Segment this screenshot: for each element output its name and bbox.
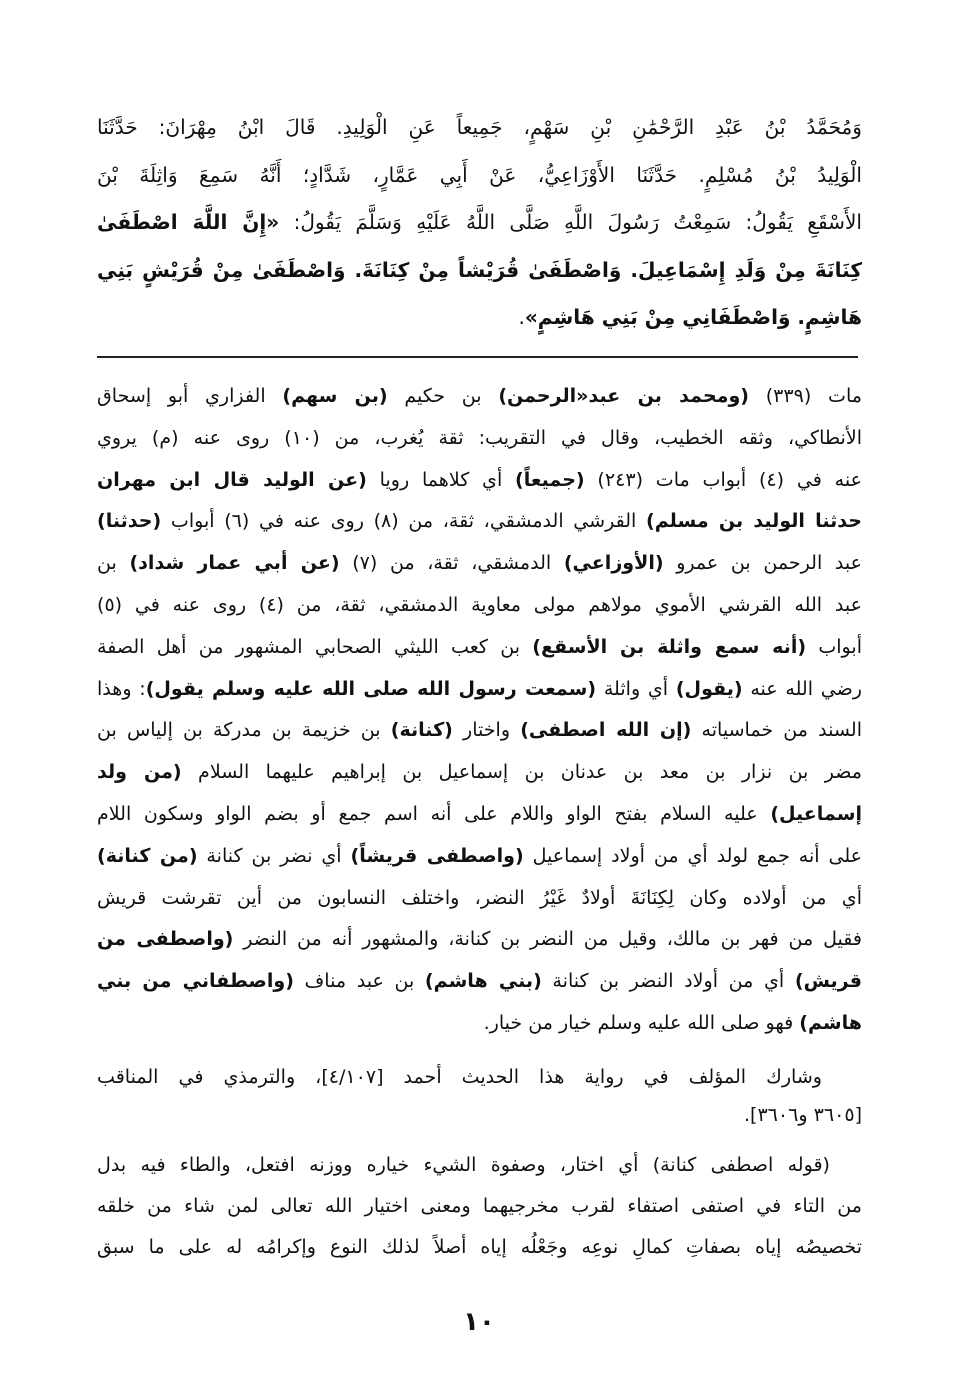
commentary-text xyxy=(97,376,862,1045)
separator-rule xyxy=(97,356,858,358)
text-run: على أنه جمع لولد أي من أولاد إسماعيل xyxy=(523,844,862,867)
commentary-text-line xyxy=(97,752,862,794)
text-run: عبد الرحمن بن عمرو xyxy=(663,552,863,575)
text-run: أي من أولاد النضر بن كنانة xyxy=(541,970,795,993)
commentary-text-line xyxy=(97,669,862,711)
text-run: مضر بن نزار بن معد بن عدنان بن إسماعيل بن إبراهيم عليهما السلام xyxy=(181,761,862,784)
bold-text-run: «إِنَّ اللَّهَ اصْطَفَىٰ xyxy=(97,210,280,234)
text-run: رضي الله عنه xyxy=(742,677,862,700)
reference-note-line xyxy=(97,1058,862,1096)
text-run: السند من خماسياته xyxy=(691,719,862,742)
text-run: عبد الله القرشي الأموي مولاهم مولى معاوية الدمشقي، ثقة، من (٤) روى عنه في (٥) xyxy=(97,593,862,616)
bold-text-run: (ومحمد بن عبد«الرحمن) xyxy=(498,385,750,407)
bold-text-run: (جميعاً) xyxy=(515,468,585,491)
text-run: أبواب xyxy=(806,635,862,658)
hadith-text-line xyxy=(97,247,862,295)
bold-text-run: (إن الله اصطفى) xyxy=(520,719,692,742)
bold-text-run: إسماعيل) xyxy=(770,802,862,825)
text-run: الفزاري أبو إسحاق xyxy=(97,385,283,407)
text-run: الأَسْقَعِ يَقُولُ: سَمِعْتُ رَسُولَ اللَّهِ صَلَّى اللَّهُ عَلَيْهِ وَسَلَّمَ يَقُولُ: xyxy=(279,210,862,234)
text-run: (قوله اصطفى كنانة) أي اختار، وصفوة الشيء خياره ووزنه افتعل، والطاء فيه بدل xyxy=(97,1154,830,1176)
text-run: . xyxy=(518,305,525,329)
hadith-text-line xyxy=(97,152,862,200)
text-run: من التاء في اصتفى اصتفاء لقرب مخرجيهما ومعنى اختيار الله تعالى لمن شاء من خلقه xyxy=(97,1195,862,1217)
bold-text-run: هاشم) xyxy=(799,1011,862,1034)
commentary-text-line xyxy=(97,627,862,669)
text-run: مات (٣٣٩) xyxy=(749,385,862,407)
explanation-text-line xyxy=(97,1186,862,1227)
hadith-text xyxy=(97,104,862,342)
explanation-text-line xyxy=(97,1145,862,1186)
bold-text-run: (واصطفى قريشاً) xyxy=(350,844,524,867)
text-run: القرشي الدمشقي، ثقة، من (٨) روى عنه في (٦) أبواب xyxy=(161,510,647,533)
commentary-text-line xyxy=(97,919,862,961)
bold-text-run: حدثنا الوليد بن مسلم) xyxy=(646,510,862,533)
bold-text-run: (واصطفى من xyxy=(97,928,234,951)
text-run: وَمُحَمَّدُ بْنُ عَبْدِ الرَّحْمَٰنِ بْنِ سَهْمٍ، جَمِيعاً عَنِ الْوَلِيدِ. قَالَ ابْنُ مِهْرَانَ: حَدَّثَنَا xyxy=(97,115,862,139)
bold-text-run: (أنه سمع واثلة بن الأسقع) xyxy=(532,635,807,658)
text-run: فقيل من فهر بن مالك، وقيل من النضر بن كنانة، والمشهور أنه من النضر xyxy=(233,928,862,951)
commentary-text-line xyxy=(97,460,862,502)
commentary-text-line xyxy=(97,878,862,920)
bold-text-run: (سمعت رسول الله صلى الله عليه وسلم يقول) xyxy=(145,677,597,700)
text-run: أي كلاهما رويا xyxy=(366,468,516,491)
commentary-text-line xyxy=(97,418,862,460)
commentary-text-line xyxy=(97,710,862,752)
commentary-text-line xyxy=(97,794,862,836)
text-run: أي من أولاده وكان لِكِنَانَةَ أولادٌ غَيْرُ النضر، واختلف النسابون من أين تقرشت قريش xyxy=(97,886,862,909)
bold-text-run: (يقول) xyxy=(675,677,743,700)
bold-text-run: كِنَانَةَ مِنْ وَلَدِ إِسْمَاعِيلَ. وَاصْطَفَىٰ قُرَيْشاً مِنْ كِنَانَةَ. وَاصْطَفَىٰ مِنْ قُرَيْشٍ بَنِي xyxy=(97,257,862,282)
commentary-text-line xyxy=(97,1003,862,1045)
text-run: الْوَلِيدُ بْنُ مُسْلِمٍ. حَدَّثَنَا الأَوْزَاعِيُّ، عَنْ أَبِي عَمَّارٍ، شَدَّادٍ؛ أَنَّهُ سَمِعَ وَاثِلَةَ بْنَ xyxy=(97,162,862,187)
text-run: أي واثلة xyxy=(596,677,676,700)
hadith-text-line xyxy=(97,199,862,247)
bold-text-run: (بن سهم) xyxy=(282,385,388,407)
commentary-text-line xyxy=(97,836,862,878)
text-run: بن xyxy=(97,552,130,575)
text-run: فهو صلى الله عليه وسلم خيار من خيار. xyxy=(483,1011,800,1034)
explanation-text-line xyxy=(97,1227,862,1268)
commentary-text-line xyxy=(97,376,862,418)
text-run: الأنطاكي، وثقه الخطيب، وقال في التقريب: ثقة يُغرب، من (١٠) روى عنه (م) يروي xyxy=(97,426,862,449)
bold-text-run: (من ولد xyxy=(97,761,182,784)
bold-text-run: (بني هاشم) xyxy=(424,970,542,993)
bold-text-run: (عن أبي عمار شداد) xyxy=(129,552,340,575)
text-run: وشارك المؤلف في رواية هذا الحديث أحمد [٤/١٠٧]، والترمذي في المناقب xyxy=(97,1066,822,1088)
commentary-text-line xyxy=(97,501,862,543)
reference-note xyxy=(97,1058,862,1134)
reference-note-line xyxy=(97,1096,862,1134)
commentary-text-line xyxy=(97,585,862,627)
commentary-text-line xyxy=(97,961,862,1003)
text-run: أي نضر بن كنانة xyxy=(197,844,351,867)
text-run: [٣٦٠٥ و٣٦٠٦]. xyxy=(743,1104,862,1126)
text-run: واختار xyxy=(452,719,521,742)
text-run: بن خزيمة بن مدركة بن إلياس بن xyxy=(97,719,391,742)
text-run: تخصيصُه إياه بصفاتِ كمالِ نوعِه وجَعْلُه إياه أصلاً لذلك النوع وإكرامُه له على ما سبق xyxy=(97,1236,862,1258)
bold-text-run: قريش) xyxy=(794,970,862,993)
bold-text-run: (حدثنا) xyxy=(97,510,162,533)
bold-text-run: (كنانة) xyxy=(390,719,453,742)
text-run: الدمشقي، ثقة، من (٧) xyxy=(339,552,564,575)
page-number: ١٠ xyxy=(463,1307,495,1337)
hadith-text-line xyxy=(97,294,862,342)
text-run: : وهذا xyxy=(97,677,146,700)
bold-text-run: هَاشِمٍ. وَاصْطَفَانِي مِنْ بَنِي هَاشِمٍ» xyxy=(524,305,862,329)
commentary-text-line xyxy=(97,543,862,585)
text-run: بن كعب الليثي الصحابي المشهور من أهل الصفة xyxy=(97,635,533,658)
text-run: بن حكيم xyxy=(387,385,499,407)
text-run: عليه السلام بفتح الواو واللام على أنه اسم جمع أو بضم الواو وسكون اللام xyxy=(97,802,771,825)
bold-text-run: (الأوزاعي) xyxy=(563,552,664,575)
explanation-text xyxy=(97,1145,862,1268)
bold-text-run: (واصطفاني من بني xyxy=(97,970,294,993)
bold-text-run: (من كنانة) xyxy=(97,844,198,867)
text-run: بن عبد مناف xyxy=(293,970,425,993)
text-run: عنه في (٤) أبواب مات (٢٤٣) xyxy=(584,468,862,491)
hadith-text-line xyxy=(97,104,862,152)
bold-text-run: (عن الوليد قال ابن مهران xyxy=(97,468,367,491)
